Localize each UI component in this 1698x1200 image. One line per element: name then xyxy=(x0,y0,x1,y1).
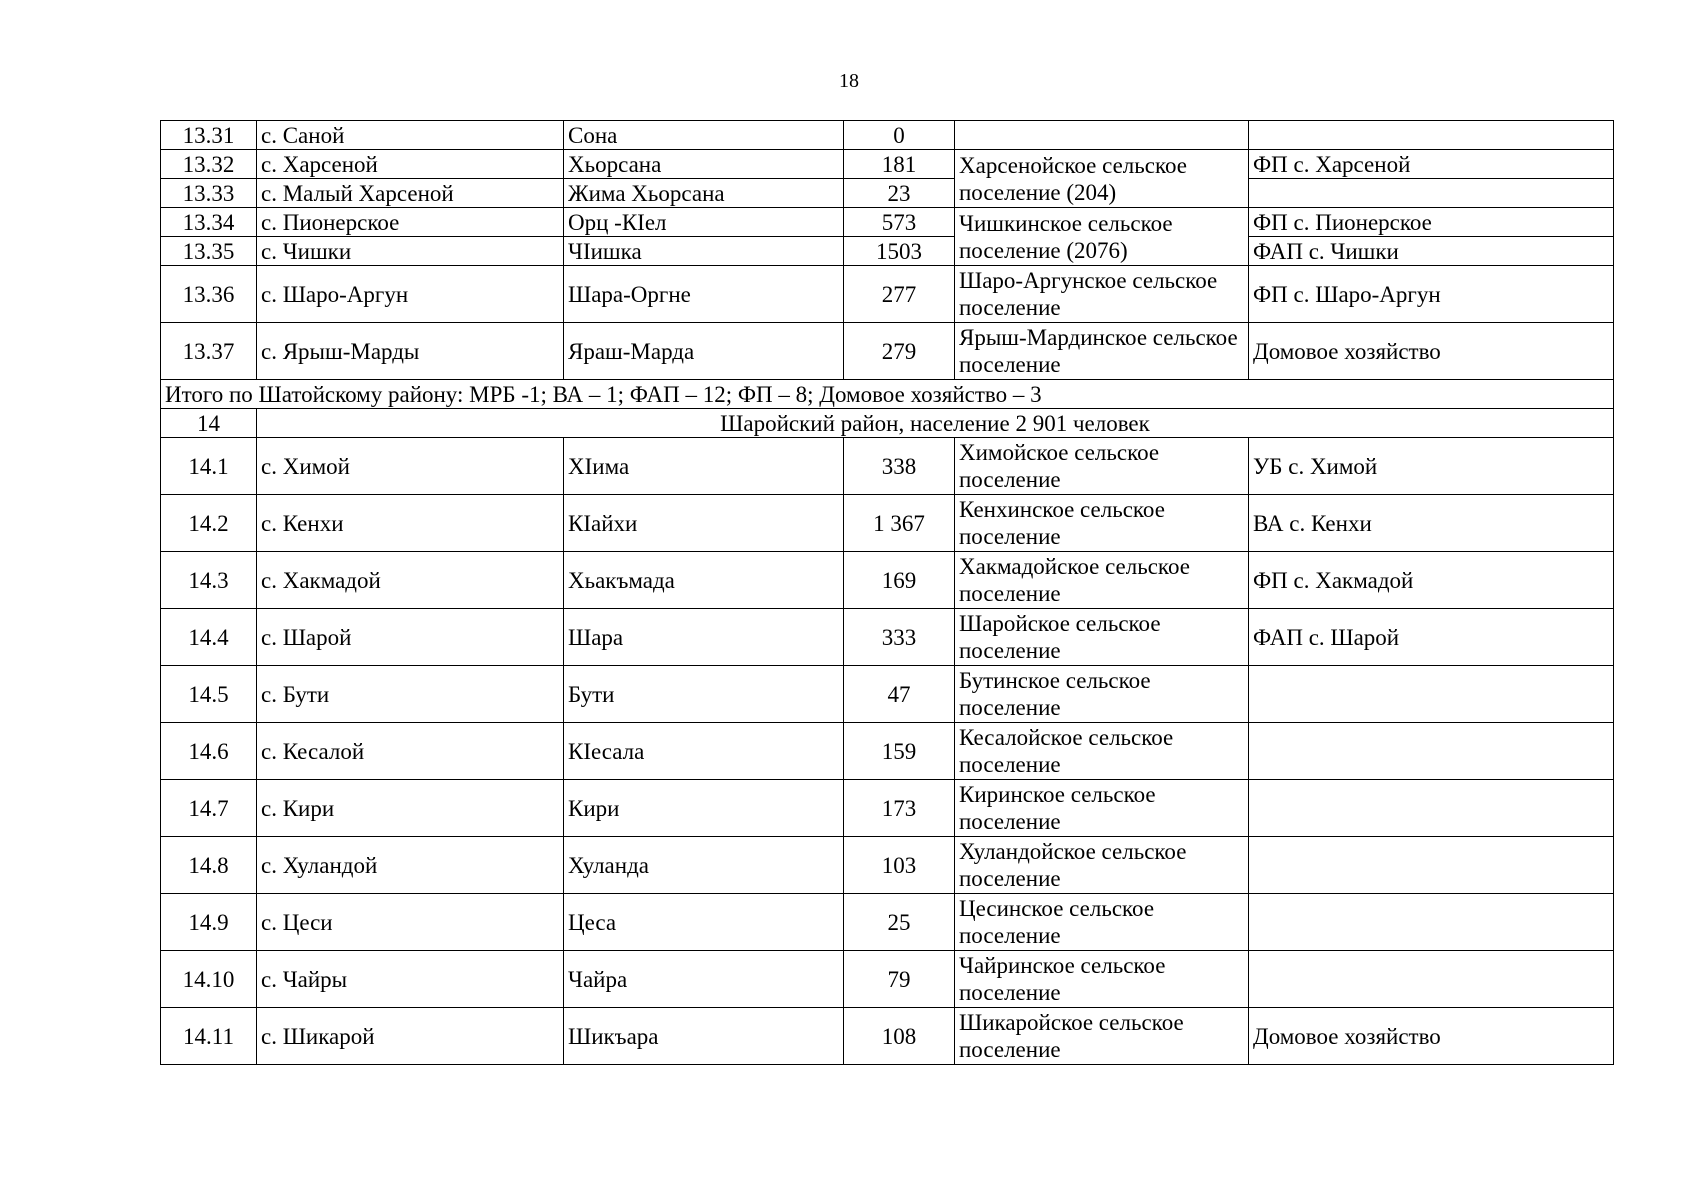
facility-name xyxy=(1249,666,1614,723)
population: 25 xyxy=(844,894,955,951)
facility-name xyxy=(1249,837,1614,894)
settlement-name: Бутинское сельское поселение xyxy=(955,666,1249,723)
facility-name xyxy=(1249,894,1614,951)
settlement-name: Хуландойское сельское поселение xyxy=(955,837,1249,894)
chechen-name: Цеса xyxy=(564,894,844,951)
village-name: с. Шарой xyxy=(257,609,564,666)
settlement-name: Киринское сельское поселение xyxy=(955,780,1249,837)
village-name: с. Кесалой xyxy=(257,723,564,780)
settlement-name: Шаро-Аргунское сельское поселение xyxy=(955,266,1249,323)
settlement-name: Шаройское сельское поселение xyxy=(955,609,1249,666)
settlement-name: Шикаройское сельское поселение xyxy=(955,1008,1249,1065)
table-row xyxy=(161,780,1614,837)
population: 181 xyxy=(844,150,955,179)
row-number: 14.8 xyxy=(161,837,257,894)
table-row xyxy=(161,666,1614,723)
table-row xyxy=(161,552,1614,609)
facility-name: ФАП с. Чишки xyxy=(1249,237,1614,266)
village-name: с. Чайры xyxy=(257,951,564,1008)
table-row xyxy=(161,837,1614,894)
chechen-name: ХIима xyxy=(564,438,844,495)
facility-name: УБ с. Химой xyxy=(1249,438,1614,495)
village-name: с. Кири xyxy=(257,780,564,837)
village-name: с. Шикарой xyxy=(257,1008,564,1065)
settlement-name: Ярыш-Мардинское сельское поселение xyxy=(955,323,1249,380)
facility-name: ФП с. Шаро-Аргун xyxy=(1249,266,1614,323)
population: 23 xyxy=(844,179,955,208)
village-name: с. Хакмадой xyxy=(257,552,564,609)
chechen-name: Хьакъмада xyxy=(564,552,844,609)
settlement-name: Чайринское сельское поселение xyxy=(955,951,1249,1008)
table-row xyxy=(161,438,1614,495)
district-title: Шаройский район, население 2 901 человек xyxy=(257,409,1614,438)
settlement-cell xyxy=(955,121,1249,150)
district-14-rows xyxy=(161,438,1614,1065)
village-name: с. Ярыш-Марды xyxy=(257,323,564,380)
table-row xyxy=(161,1008,1614,1065)
table-row xyxy=(161,609,1614,666)
settlement-name: Цесинское сельское поселение xyxy=(955,894,1249,951)
village-name: с. Кенхи xyxy=(257,495,564,552)
row-number: 14.9 xyxy=(161,894,257,951)
village-name: с. Чишки xyxy=(257,237,564,266)
table-row xyxy=(161,237,1614,266)
chechen-name: Орц -КIел xyxy=(564,208,844,237)
table-row xyxy=(161,179,1614,208)
chechen-name: Хьорсана xyxy=(564,150,844,179)
settlement-name: Кенхинское сельское поселение xyxy=(955,495,1249,552)
village-name: с. Пионерское xyxy=(257,208,564,237)
chechen-name: Шикъара xyxy=(564,1008,844,1065)
chechen-name: КIесала xyxy=(564,723,844,780)
chechen-name: Хуланда xyxy=(564,837,844,894)
facility-cell xyxy=(1249,121,1614,150)
row-number: 14.3 xyxy=(161,552,257,609)
settlement-name: Хакмадойское сельское поселение xyxy=(955,552,1249,609)
chechen-name: Яраш-Марда xyxy=(564,323,844,380)
table-row xyxy=(161,121,1614,150)
chechen-name: Шара xyxy=(564,609,844,666)
settlement-name: Чишкинское сельское поселение (2076) xyxy=(955,208,1249,266)
district-header-row xyxy=(161,409,1614,438)
settlements-table xyxy=(160,120,1614,1065)
population: 47 xyxy=(844,666,955,723)
facility-name: ФП с. Пионерское xyxy=(1249,208,1614,237)
row-number: 13.36 xyxy=(161,266,257,323)
chechen-name: Чайра xyxy=(564,951,844,1008)
facility-cell xyxy=(1249,179,1614,208)
population: 573 xyxy=(844,208,955,237)
population: 1 367 xyxy=(844,495,955,552)
row-number: 13.32 xyxy=(161,150,257,179)
facility-name: ФП с. Хакмадой xyxy=(1249,552,1614,609)
table-row xyxy=(161,951,1614,1008)
table-row xyxy=(161,894,1614,951)
population: 338 xyxy=(844,438,955,495)
population: 79 xyxy=(844,951,955,1008)
row-number: 13.37 xyxy=(161,323,257,380)
row-number: 14.1 xyxy=(161,438,257,495)
village-name: с. Химой xyxy=(257,438,564,495)
village-name: с. Бути xyxy=(257,666,564,723)
row-number: 13.35 xyxy=(161,237,257,266)
facility-name xyxy=(1249,723,1614,780)
village-name: с. Саной xyxy=(257,121,564,150)
table-row xyxy=(161,323,1614,380)
population: 173 xyxy=(844,780,955,837)
chechen-name: Кири xyxy=(564,780,844,837)
population: 159 xyxy=(844,723,955,780)
facility-name: ФАП с. Шарой xyxy=(1249,609,1614,666)
summary-row xyxy=(161,380,1614,409)
chechen-name: Шара-Оргне xyxy=(564,266,844,323)
population: 108 xyxy=(844,1008,955,1065)
village-name: с. Харсеной xyxy=(257,150,564,179)
village-name: с. Хуландой xyxy=(257,837,564,894)
population: 277 xyxy=(844,266,955,323)
row-number: 14.2 xyxy=(161,495,257,552)
settlement-name: Химойское сельское поселение xyxy=(955,438,1249,495)
facility-name: Домовое хозяйство xyxy=(1249,323,1614,380)
row-number: 14.10 xyxy=(161,951,257,1008)
village-name: с. Малый Харсеной xyxy=(257,179,564,208)
population: 333 xyxy=(844,609,955,666)
table-row xyxy=(161,208,1614,237)
village-name: с. Цеси xyxy=(257,894,564,951)
chechen-name: КIайхи xyxy=(564,495,844,552)
facility-name xyxy=(1249,951,1614,1008)
population: 169 xyxy=(844,552,955,609)
table-row xyxy=(161,266,1614,323)
row-number: 14.11 xyxy=(161,1008,257,1065)
facility-name xyxy=(1249,780,1614,837)
village-name: с. Шаро-Аргун xyxy=(257,266,564,323)
row-number: 14.7 xyxy=(161,780,257,837)
facility-name: ФП с. Харсеной xyxy=(1249,150,1614,179)
facility-name: Домовое хозяйство xyxy=(1249,1008,1614,1065)
chechen-name: Жима Хьорсана xyxy=(564,179,844,208)
table-row xyxy=(161,150,1614,179)
district-summary: Итого по Шатойскому району: МРБ -1; ВА – 1; ФАП – 12; ФП – 8; Домовое хозяйство – 3 xyxy=(161,380,1614,409)
population: 1503 xyxy=(844,237,955,266)
table-row xyxy=(161,495,1614,552)
population: 279 xyxy=(844,323,955,380)
row-number: 13.31 xyxy=(161,121,257,150)
chechen-name: Бути xyxy=(564,666,844,723)
population: 103 xyxy=(844,837,955,894)
population: 0 xyxy=(844,121,955,150)
chechen-name: Сона xyxy=(564,121,844,150)
row-number: 14.5 xyxy=(161,666,257,723)
row-number: 13.33 xyxy=(161,179,257,208)
table-row xyxy=(161,723,1614,780)
chechen-name: ЧIишка xyxy=(564,237,844,266)
page-number: 18 xyxy=(839,70,859,92)
row-number: 14.6 xyxy=(161,723,257,780)
district-number: 14 xyxy=(161,409,257,438)
row-number: 14.4 xyxy=(161,609,257,666)
row-number: 13.34 xyxy=(161,208,257,237)
settlement-name: Кесалойское сельское поселение xyxy=(955,723,1249,780)
settlement-name: Харсенойское сельское поселение (204) xyxy=(955,150,1249,208)
facility-name: ВА с. Кенхи xyxy=(1249,495,1614,552)
